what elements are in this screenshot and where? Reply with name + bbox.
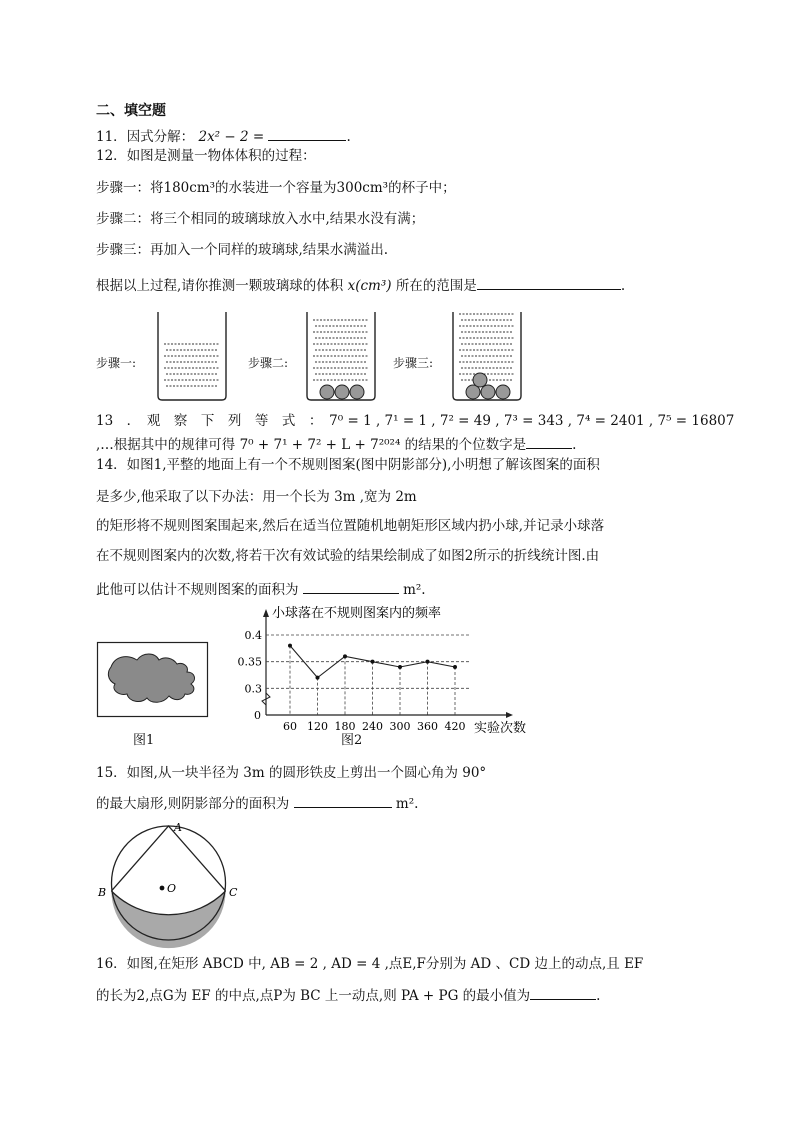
- q12-number: 12．: [96, 148, 127, 164]
- y-tick-label: 0.35: [237, 655, 262, 669]
- data-point: [371, 660, 375, 664]
- q11-expression: 2x² − 2 =: [198, 129, 265, 145]
- q14-answer-blank[interactable]: [303, 580, 399, 594]
- q12-text: 如图是测量一物体体积的过程：: [126, 148, 316, 164]
- q13-answer-blank[interactable]: [526, 435, 572, 449]
- q12-ask-a: 根据以上过程,请你推测一颗玻璃球的体积: [96, 278, 344, 294]
- y-tick-label: 0.3: [244, 682, 262, 696]
- q12-question: [96, 276, 625, 294]
- q15-line2-text: 的最大扇形,则阴影部分的面积为: [96, 796, 290, 812]
- q14-line3: 的矩形将不规则图案围起来,然后在适当位置随机地朝矩形区域内扔小球,并记录小球落: [96, 518, 605, 534]
- section-title: 二、填空题: [96, 103, 166, 119]
- beaker-2: [303, 310, 383, 402]
- y-axis-arrow: [263, 609, 269, 617]
- x-tick-label: 360: [417, 720, 438, 733]
- q14-line4: 在不规则图案内的次数,将若干次有效试验的结果绘制成了如图2所示的折线统计图.由: [96, 548, 600, 564]
- q14-line2: 是多少,他采取了以下办法：用一个长为 3m ,宽为 2m: [96, 489, 417, 505]
- x-axis-arrow: [506, 712, 513, 718]
- q12-step1: 步骤一：将180cm³的水装进一个容量为300cm³的杯子中；: [96, 180, 456, 196]
- label-O: O: [167, 882, 177, 895]
- beaker-label-1: 步骤一:: [96, 356, 137, 370]
- label-C: C: [229, 886, 238, 899]
- question-11: [96, 127, 351, 145]
- q15-unit: m².: [395, 796, 419, 812]
- q15-answer-blank[interactable]: [294, 794, 392, 808]
- q13-end: .: [572, 437, 577, 453]
- q11-text: 因式分解：: [126, 129, 195, 145]
- q15-line1: 15．如图,从一块半径为 3m 的圆形铁皮上剪出一个圆心角为 90°: [96, 765, 487, 781]
- x-tick-label: 180: [334, 720, 356, 733]
- origin-label: 0: [254, 709, 261, 722]
- frequency-line-chart: [238, 605, 558, 735]
- figure1-caption: 图1: [133, 733, 155, 748]
- label-B: B: [98, 886, 107, 899]
- x-tick-label: 60: [283, 720, 297, 733]
- q14-line5: [96, 580, 426, 598]
- q16-line2-text: 的长为2,点G为 EF 的中点,点P为 BC 上一动点,则 PA + PG 的最小值为: [96, 988, 531, 1004]
- q11-answer-blank[interactable]: [268, 127, 346, 141]
- q12-ask-b: 所在的范围是: [395, 278, 477, 294]
- q12-answer-blank[interactable]: [477, 276, 621, 290]
- beaker-label-3: 步骤三:: [393, 356, 434, 370]
- data-point: [398, 665, 402, 669]
- beaker-3: [449, 310, 529, 402]
- q12-intro: [96, 148, 316, 164]
- x-tick-label: 120: [307, 720, 328, 733]
- q13-line2-text: ,…根据其中的规律可得 7⁰ + 7¹ + 7² + L + 7²⁰²⁴ 的结果的个位数字是: [96, 437, 527, 453]
- beaker-1: [154, 310, 234, 402]
- x-axis-label: 实验次数: [474, 721, 527, 736]
- q13-line1: 13 ． 观 察 下 列 等 式 ： 7⁰ = 1 , 7¹ = 1 , 7² = 49 , 7³ = 343 , 7⁴ = 2401 , 7⁵ = 16807: [96, 413, 735, 429]
- q11-end: .: [346, 129, 351, 145]
- x-tick-label: 300: [389, 720, 411, 733]
- beaker-label-2: 步骤二:: [248, 356, 289, 370]
- chart-title: 小球落在不规则图案内的频率: [272, 606, 442, 621]
- q15-line2: [96, 794, 418, 812]
- data-point: [453, 665, 457, 669]
- figure1-rectangle: [97, 642, 209, 718]
- q16-line1: 16．如图,在矩形 ABCD 中, AB = 2 , AD = 4 ,点E,F分别为 AD 、CD 边上的动点,且 EF: [96, 956, 644, 972]
- x-tick-label: 240: [362, 720, 383, 733]
- figure2-caption: 图2: [341, 733, 363, 748]
- q12-end: .: [620, 278, 626, 294]
- q11-number: 11．: [96, 129, 127, 145]
- data-point: [343, 654, 347, 658]
- q16-end: .: [596, 988, 601, 1004]
- q14-line5-text: 此他可以估计不规则图案的面积为: [96, 582, 299, 598]
- q14-line1: 14．如图1,平整的地面上有一个不规则图案(图中阴影部分),小明想了解该图案的面积: [96, 457, 600, 473]
- label-A: A: [174, 821, 182, 834]
- data-point: [288, 644, 292, 648]
- q12-step2: 步骤二：将三个相同的玻璃球放入水中,结果水没有满；: [96, 211, 425, 227]
- q16-line2: [96, 986, 600, 1004]
- q14-unit: m².: [403, 582, 426, 598]
- circle-sector-figure: [96, 820, 246, 942]
- data-point: [426, 660, 430, 664]
- y-tick-label: 0.4: [244, 629, 262, 642]
- q16-answer-blank[interactable]: [530, 986, 596, 1000]
- q12-step3: 步骤三：再加入一个同样的玻璃球,结果水满溢出.: [96, 242, 389, 258]
- q12-variable: x(cm³): [347, 278, 392, 294]
- q13-line2: [96, 435, 576, 453]
- x-tick-label: 420: [444, 720, 466, 733]
- data-point: [316, 676, 320, 680]
